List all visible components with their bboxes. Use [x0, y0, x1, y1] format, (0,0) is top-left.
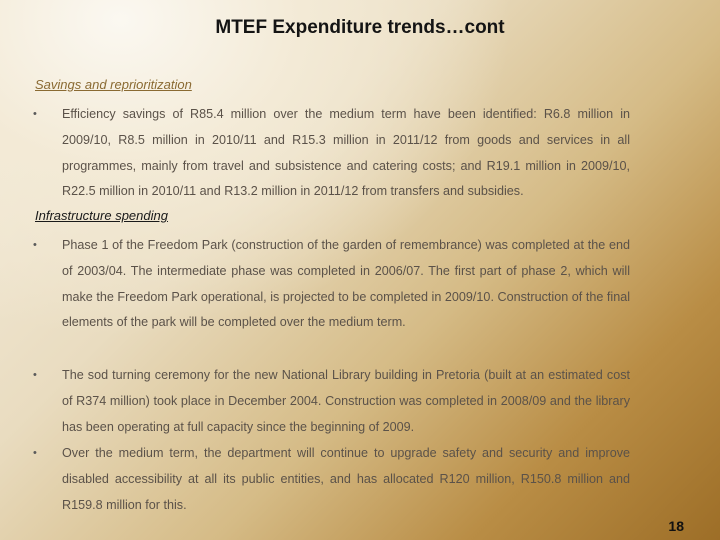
page-number: 18 [668, 518, 684, 534]
section-heading-infrastructure: Infrastructure spending [35, 208, 168, 223]
bullet-icon: • [33, 447, 37, 459]
bullet-icon: • [33, 239, 37, 251]
bullet-text-safety-security: Over the medium term, the department will continue to upgrade safety and security and improve disabled accessibility at all its public entities, and has allocated R120 million, R150.8 million and R159.8 million for this. [62, 446, 630, 512]
bullet-icon: • [33, 108, 37, 120]
bullet-text-national-library: The sod turning ceremony for the new National Library building in Pretoria (built at an estimated cost of R374 million) took place in December 2004. Construction was completed in 2008/09 and the library has been operating at full capacity since the beginning of 2009. [62, 368, 630, 434]
bullet-text-savings: Efficiency savings of R85.4 million over the medium term have been identified: R6.8 million in 2009/10, R8.5 million in 2010/11 and R15.3 million in 2011/12 from goods and services in all programmes, mainly from travel and subsistence and catering costs; and R19.1 million in 2009/10, R22.5 million in 2010/11 and R13.2 million in 2011/12 from transfers and subsidies. [62, 107, 630, 199]
bullet-icon: • [33, 369, 37, 381]
bullet-text-freedom-park: Phase 1 of the Freedom Park (construction of the garden of remembrance) was completed at the end of 2003/04. The intermediate phase was completed in 2006/07. The first part of phase 2, which will make the Freedom Park operational, is projected to be completed in 2009/10. Construction of the final elements of the park will be completed over the medium term. [62, 238, 630, 330]
section-heading-savings: Savings and reprioritization [35, 77, 192, 92]
slide-title: MTEF Expenditure trends…cont [215, 17, 505, 38]
